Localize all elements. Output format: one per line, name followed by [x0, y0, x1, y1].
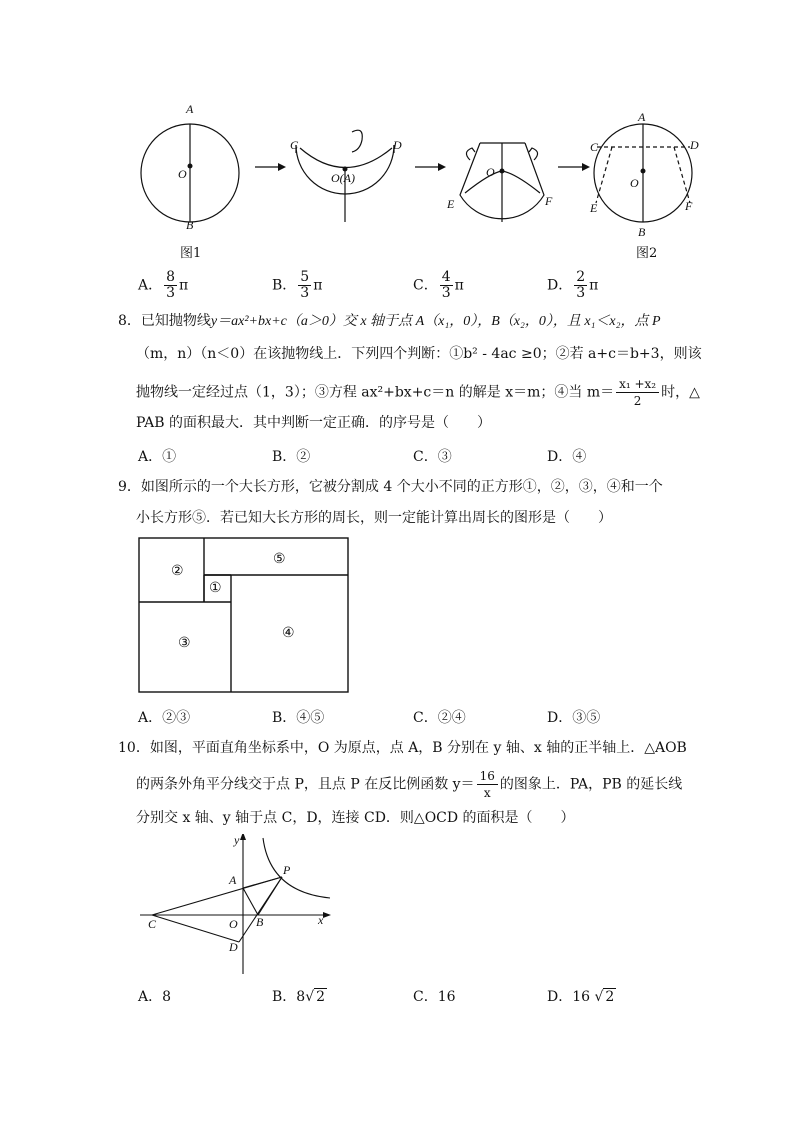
q9-cell-2: ② — [171, 563, 184, 579]
fig2-label-c: C — [290, 138, 299, 152]
q10-option-b[interactable]: B．8√ 2 — [272, 989, 326, 1005]
q8-option-b[interactable]: B．② — [272, 449, 311, 465]
q9-option-c[interactable]: C．②④ — [413, 710, 466, 726]
fig4-label-d: D — [690, 138, 699, 152]
q8-line-3: 抛物线一定经过点（1，3）；③方程 ax²+bx+c＝n 的解是 x＝m；④当 m＝ $\frac{\text{x₁ +x₂}}{2}$ 时，△ — [136, 377, 700, 408]
fig4-label-f: F — [685, 199, 693, 213]
q10-line-2: 的两条外角平分线交于点 P，且点 P 在反比例函数 y＝ $\frac{16}{x}$ 的图象上．PA，PB 的延长线 — [136, 769, 683, 800]
q10-coordinate-figure — [138, 834, 338, 979]
q9-rectangle-figure — [136, 535, 352, 695]
fig3-label-e: E — [447, 197, 455, 211]
fig2-caption: 图2 — [636, 246, 658, 261]
q8-option-d[interactable]: D．④ — [547, 449, 587, 465]
q9-cell-1: ① — [209, 580, 222, 596]
q7-option-d[interactable]: D． $\frac{2}{3}$ π — [547, 269, 599, 301]
q10-option-d[interactable]: D．16 √ 2 — [547, 989, 615, 1005]
fig2-label-d: D — [393, 138, 402, 152]
fig4-label-e: E — [590, 201, 598, 215]
q10-label-y: y — [234, 833, 240, 847]
q10-option-a[interactable]: A．8 — [138, 989, 172, 1005]
q8-line-2: （m，n）（n＜0）在该抛物线上．下列四个判断：①b² - 4ac ≥0；②若 a+c＝b+3，则该 — [136, 346, 702, 362]
q7-option-c[interactable]: C． $\frac{4}{3}$ π — [413, 269, 464, 301]
q10-option-c[interactable]: C．16 — [413, 989, 456, 1005]
q10-label-b: B — [256, 915, 264, 929]
q9-line-2: 小长方形⑤．若已知大长方形的周长，则一定能计算出周长的图形是（ ） — [136, 510, 612, 526]
q9-line-1: 9．如图所示的一个大长方形，它被分割成 4 个大小不同的正方形①，②，③，④和一个 — [118, 479, 663, 495]
q10-line-1: 10．如图，平面直角坐标系中，O 为原点，点 A，B 分别在 y 轴、x 轴的正半轴上．△AOB — [118, 740, 687, 756]
q8-line-4: PAB 的面积最大．其中判断一定正确．的序号是（ ） — [136, 415, 491, 431]
q7-option-b[interactable]: B． $\frac{5}{3}$ π — [272, 269, 323, 301]
q10-label-a: A — [229, 873, 237, 887]
fig3-label-o: O — [486, 165, 495, 179]
q9-cell-5: ⑤ — [273, 551, 286, 567]
fig4-label-b: B — [638, 225, 646, 239]
fig2-label-oa: O(A) — [331, 171, 355, 185]
q9-option-b[interactable]: B．④⑤ — [272, 710, 325, 726]
q10-label-x: x — [318, 913, 324, 927]
fig3-label-f: F — [545, 194, 553, 208]
q9-option-a[interactable]: A．②③ — [138, 710, 191, 726]
q8-option-c[interactable]: C．③ — [413, 449, 452, 465]
fig1-label-b: B — [186, 218, 194, 232]
fig4-label-a: A — [638, 110, 646, 124]
fig1-caption: 图1 — [180, 246, 202, 261]
q10-label-d: D — [229, 940, 238, 954]
q10-label-c: C — [148, 917, 157, 931]
q9-option-d[interactable]: D．③⑤ — [547, 710, 601, 726]
fig1-label-a: A — [186, 102, 194, 116]
q9-cell-4: ④ — [282, 625, 295, 641]
q10-label-p: P — [283, 863, 291, 877]
fig4-label-o: O — [630, 176, 639, 190]
q10-line-3: 分别交 x 轴、y 轴于点 C，D，连接 CD．则△OCD 的面积是（ ） — [136, 810, 575, 826]
fig4-label-c: C — [590, 140, 599, 154]
q10-label-o: O — [229, 917, 238, 931]
fig1-label-o: O — [178, 167, 187, 181]
q8-line-1: 8．已知抛物线y＝ax²+bx+c（a＞0）交 x 轴于点 A（x₁，0），B（x₂，0），且 x₁＜x₂，点 P — [118, 313, 661, 329]
q9-cell-3: ③ — [178, 635, 191, 651]
q8-option-a[interactable]: A．① — [138, 449, 177, 465]
q7-option-a[interactable]: A． $\frac{8}{3}$ π — [138, 269, 189, 301]
q7-figure — [130, 95, 710, 265]
